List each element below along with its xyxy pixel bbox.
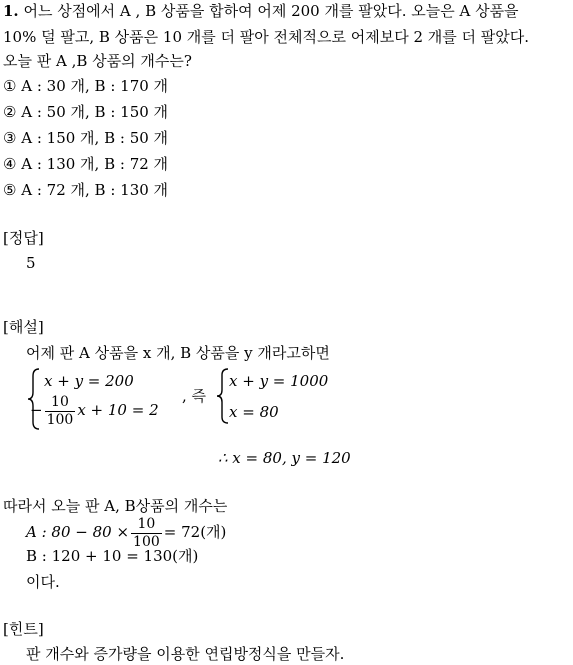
system1-equation-2 (30, 390, 159, 430)
fraction (45, 394, 76, 429)
choice-mark: ② (3, 103, 17, 121)
left-brace-icon (216, 368, 230, 424)
problem-number: 1. (3, 2, 19, 20)
hint-text: 판 개수와 증가량을 이용한 연립방정식을 만들자. (26, 645, 345, 663)
calc-a-right: = 72(개) (163, 523, 227, 541)
calc-b-line: B : 120 + 10 = 130(개) (26, 547, 199, 565)
conclusion-text: 따라서 오늘 판 A, B상품의 개수는 (3, 497, 228, 515)
solution-intro: 어제 판 A 상품을 x 개, B 상품을 y 개라고하면 (26, 344, 330, 362)
hint-label: [힌트] (3, 620, 44, 638)
choice-text: A : 72 개, B : 130 개 (21, 181, 169, 199)
calc-a-left: A : 80 − 80 × (26, 523, 130, 541)
choice-1[interactable] (3, 75, 168, 97)
choice-text: A : 150 개, B : 50 개 (21, 129, 169, 147)
solution-label: [해설] (3, 318, 44, 336)
equation-rest: x + 10 = 2 (77, 401, 159, 419)
choice-text: A : 130 개, B : 72 개 (21, 155, 169, 173)
fraction-denominator: 100 (46, 411, 74, 428)
minus-sign: − (30, 401, 43, 419)
fraction-denominator: 100 (133, 533, 160, 550)
choice-mark: ⑤ (3, 181, 17, 199)
system2-equation-2: x = 80 (229, 403, 279, 421)
choice-mark: ④ (3, 155, 17, 173)
problem-text-1: 어느 상점에서 A , B 상품을 합하여 어제 200 개를 팔았다. 오늘은 A 상품을 (23, 2, 519, 20)
choice-2[interactable] (3, 101, 168, 123)
fraction-numerator: 10 (131, 516, 162, 534)
solution-end: 이다. (26, 573, 60, 591)
choice-4[interactable] (3, 153, 168, 175)
separator-text: , 즉 (182, 387, 207, 405)
answer-label: [정답] (3, 229, 44, 247)
system1-equation-1: x + y = 200 (44, 372, 134, 390)
choice-mark: ③ (3, 129, 17, 147)
therefore-line: ∴ x = 80, y = 120 (218, 449, 351, 467)
choice-3[interactable] (3, 127, 168, 149)
problem-line-2: 10% 덜 팔고, B 상품은 10 개를 더 팔아 전체적으로 어제보다 2 개를 더 팔았다. (3, 28, 530, 46)
choice-text: A : 30 개, B : 170 개 (21, 77, 169, 95)
fraction-numerator: 10 (45, 394, 76, 412)
choice-mark: ① (3, 77, 17, 95)
answer-value: 5 (26, 254, 36, 272)
choice-5[interactable] (3, 179, 168, 201)
system2-equation-1: x + y = 1000 (229, 372, 329, 390)
problem-line-1 (3, 0, 519, 22)
choice-text: A : 50 개, B : 150 개 (21, 103, 169, 121)
problem-line-3: 오늘 판 A ,B 상품의 개수는? (3, 52, 192, 70)
